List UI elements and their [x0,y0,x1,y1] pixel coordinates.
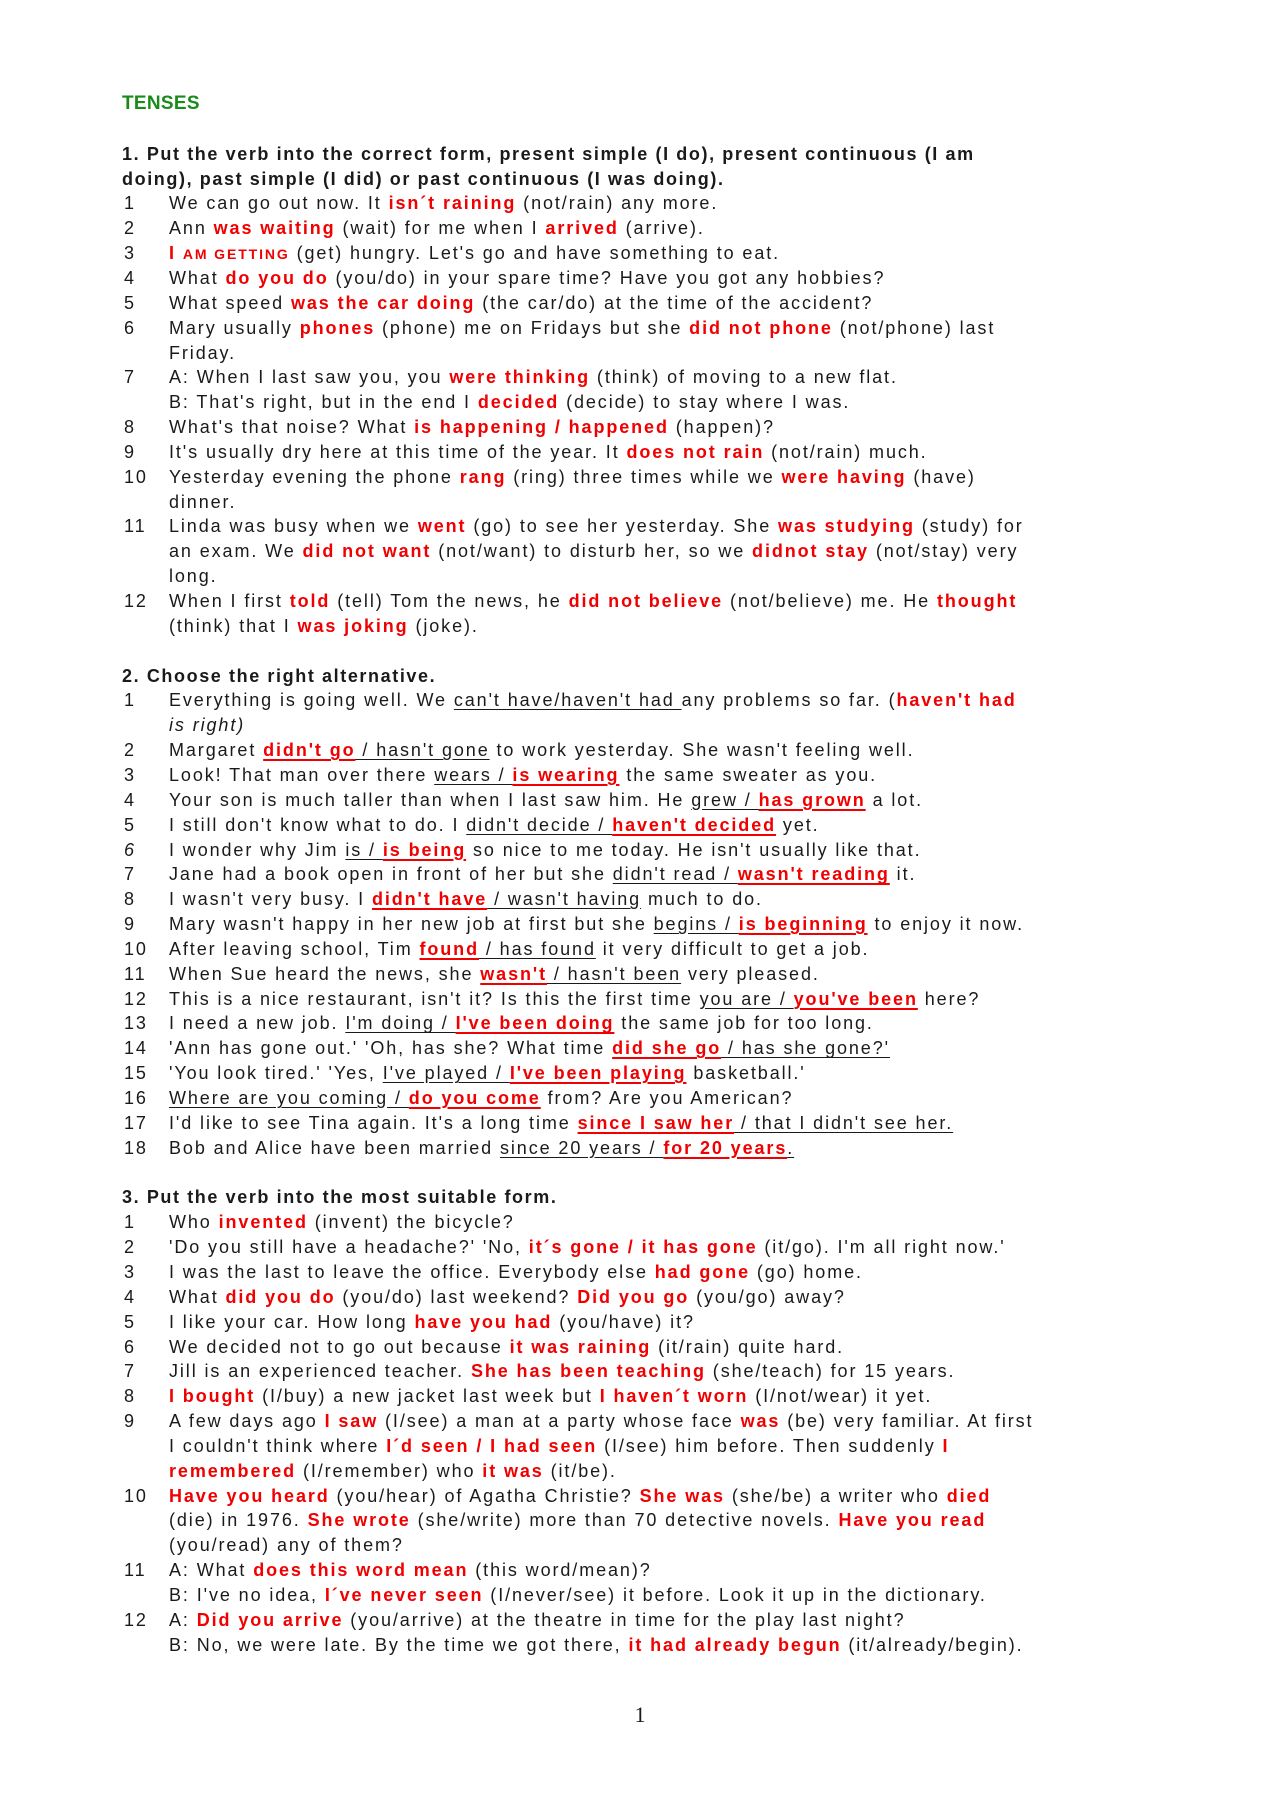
item-number: 11 [124,963,147,984]
alternative-underlined: I've played / [382,1063,510,1084]
text-segment: (joke). [408,615,479,636]
text-segment: (not/want) to disturb her, so we [431,541,753,562]
item-number: 13 [124,1013,148,1034]
answer-text: rang [459,466,507,487]
item-text [169,564,218,588]
text-segment: Jill is an experienced teacher. [169,1361,471,1382]
text-segment: (not/believe) me. He [723,591,937,611]
item-number: 1 [124,1212,136,1233]
text-segment: (it/rain) quite hard. [651,1336,845,1357]
alternative-underlined: can't have/haven't had [453,690,682,711]
answer-text: did not phone [689,317,833,338]
item-text [169,1359,955,1383]
text-segment: I like your car. How long [169,1311,415,1332]
text-segment: This is a nice restaurant, isn't it? Is this the first time [169,988,700,1009]
text-segment: (have) [906,466,976,487]
text-segment: When I first [169,591,290,611]
answer-text: it was [482,1460,544,1481]
item-number: 1 [124,690,136,711]
item-number: 1 [124,193,136,214]
text-segment: (she/teach) for 15 years. [705,1361,956,1382]
answer-underlined: is wearing [512,764,620,785]
answer-underlined: is being [382,839,467,860]
text-segment: (the car/do) at the time of the accident? [475,292,874,313]
note-italic: is right) [169,715,246,736]
item-text [169,887,763,911]
text-segment: I still don't know what to do. I [169,814,467,835]
answer-text: I [169,243,183,264]
answer-text: Did you arrive [196,1609,344,1630]
alternative-underlined: since 20 years / [499,1137,664,1158]
item-number: 4 [124,1286,136,1307]
answer-text: AM GETTING [182,246,290,263]
item-text [169,1508,986,1532]
text-segment: It's usually dry here at this time of the year. It [169,441,627,462]
text-segment: (I/buy) a new jacket last week but [255,1386,600,1407]
text-segment: Jane had a book open in front of her but she [169,864,613,885]
answer-text: phones [299,317,376,338]
alternative-underlined: begins / [653,914,739,935]
text-segment: Look! That man over there [169,764,435,785]
alternative-underlined: / wasn't having [487,889,642,910]
item-number: 12 [124,591,148,611]
text-segment: (this word/mean)? [468,1560,652,1581]
answer-underlined: I've been playing [509,1063,687,1084]
answer-text: was joking [297,615,409,636]
item-text [169,1558,652,1582]
item-text [169,813,820,837]
item-number: 2 [124,1237,136,1258]
item-text [169,341,236,365]
text-segment: (it/go). I'm all right now.' [757,1237,1006,1258]
item-text [169,1111,953,1135]
item-text [169,1260,863,1284]
text-segment: so nice to me today. He isn't usually like that. [466,839,922,860]
answer-text: arrived [545,218,619,239]
answer-text: was studying [778,516,915,537]
item-text [169,713,245,737]
item-text [169,1136,794,1160]
alternative-underlined: grew / [691,789,759,810]
item-number: 3 [124,1261,136,1282]
text-segment: (you/read) any of them? [169,1535,404,1556]
answer-text: I haven´t worn [599,1386,749,1407]
answer-text: She wrote [307,1510,411,1531]
answer-underlined: do you come [408,1088,541,1108]
item-text [169,1608,906,1632]
answer-underlined: didn't have [371,889,488,910]
item-text [169,1061,806,1085]
item-text [169,191,718,215]
item-text [169,838,921,862]
text-segment: (phone) me on Fridays but she [375,317,690,338]
item-text [169,266,885,290]
text-segment: a lot. [865,789,923,810]
alternative-underlined: / hasn't been [546,963,682,984]
alternative-underlined: / that I didn't see her. [734,1112,954,1133]
item-text [169,1533,404,1557]
answer-text: I saw [324,1411,379,1432]
item-number: 2 [124,740,136,761]
text-segment: (wait) for me when I [335,218,546,239]
text-segment: to work yesterday. She wasn't feeling well. [489,740,915,761]
text-segment: here? [917,988,981,1009]
item-number: 7 [124,864,136,885]
answer-text: it´s gone / it has gone [528,1237,758,1258]
text-segment: I was the last to leave the office. Everybody else [169,1261,655,1282]
answer-text: She was [639,1485,725,1506]
answer-text: does this word mean [253,1560,469,1581]
text-segment: (she/write) more than 70 detective novels. [410,1510,839,1531]
answer-underlined: for 20 years [663,1137,788,1158]
answer-underlined: didn't go [263,740,356,761]
text-segment: 'You look tired.' 'Yes, [169,1063,383,1084]
alternative-underlined: / hasn't gone [355,740,490,761]
text-segment: long. [169,566,218,587]
item-text [169,738,915,762]
item-text [169,365,898,389]
answer-underlined: since I saw her [577,1112,735,1133]
item-number: 8 [124,417,136,438]
alternative-underlined: didn't read / [612,864,738,885]
item-text [169,440,928,464]
item-number: 9 [124,1411,136,1432]
text-segment: B: No, we were late. By the time we got there, [169,1634,629,1655]
text-segment: an exam. We [169,541,303,562]
text-segment: (you/arrive) at the theatre in time for the play last night? [343,1609,906,1630]
exercise-heading: doing), past simple (I did) or past continuous (I was doing). [122,168,725,189]
text-segment: (think) that I [169,615,298,636]
alternative-underlined: / has she gone?' [721,1038,890,1059]
alternative-underlined: is / [345,839,383,860]
item-text [169,1335,844,1359]
text-segment: (not/stay) very [868,541,1019,562]
item-text [169,1235,1006,1259]
text-segment: Your son is much taller than when I last saw him. He [169,789,692,810]
item-number: 18 [124,1137,148,1158]
alternative-underlined: Where are you coming / [169,1088,409,1108]
text-segment: Everything is going well. We [169,690,454,711]
answer-text: had gone [654,1261,750,1282]
answer-text: have you had [414,1311,553,1332]
alternative-underlined: / has found [478,938,596,959]
text-segment: (die) in 1976. [169,1510,308,1531]
text-segment: (she/be) a writer who [724,1485,947,1506]
item-number: 11 [124,516,147,537]
text-segment: What speed [169,292,291,313]
answer-underlined: wasn't [480,963,547,984]
text-segment: to enjoy it now. [867,914,1024,935]
text-segment: it very difficult to get a job. [595,938,870,959]
answer-text: was waiting [213,218,336,239]
answer-underlined: has grown [758,789,866,810]
answer-text: were thinking [449,367,591,388]
item-text [169,1210,515,1234]
answer-text: I´d seen / I had seen [386,1435,598,1456]
alternative-underlined: I'm doing / [345,1013,456,1034]
answer-text: remembered [169,1460,297,1481]
answer-text: She has been teaching [470,1361,706,1382]
text-segment: A: [169,1609,197,1630]
exercise-heading: 2. Choose the right alternative. [122,665,437,686]
text-segment: Linda was busy when we [169,516,418,537]
item-number: 8 [124,889,136,910]
text-segment: What's that noise? What [169,417,415,438]
exercise-heading: 3. Put the verb into the most suitable form. [122,1187,558,1208]
text-segment: (ring) three times while we [506,466,782,487]
item-number: 3 [124,764,136,785]
item-text [169,539,1018,563]
answer-text: it was raining [509,1336,652,1357]
item-text [169,614,479,638]
item-number: 15 [124,1063,148,1084]
answer-text: did you do [225,1286,336,1307]
text-segment: Friday. [169,342,236,363]
text-segment: B: I've no idea, [169,1585,325,1605]
item-text [169,415,775,439]
answer-text: I´ve never seen [324,1585,484,1605]
item-text [169,1310,695,1334]
item-number: 7 [124,1361,136,1382]
item-text [169,490,236,514]
page-title: TENSES [122,93,200,114]
text-segment: (happen)? [668,417,775,438]
item-text [169,962,820,986]
answer-text: went [417,516,467,537]
text-segment: (I/not/wear) it yet. [748,1386,933,1407]
answer-text: did not believe [568,591,724,611]
text-segment: Who [169,1212,219,1233]
item-number: 3 [124,243,136,264]
item-text [169,241,780,266]
text-segment: When Sue heard the news, she [169,963,481,984]
text-segment: yet. [776,814,820,835]
text-segment: What [169,1286,226,1307]
item-number: 4 [124,267,136,288]
item-text [169,316,995,340]
text-segment: (I/see) a man at a party whose face [378,1411,741,1432]
answer-text: it had already begun [628,1634,842,1655]
item-number: 5 [124,1311,136,1332]
answer-text: died [946,1485,992,1506]
page-number: 1 [634,1702,646,1727]
text-segment: very pleased. [681,963,820,984]
text-segment: Yesterday evening the phone [169,466,460,487]
item-text [169,465,976,489]
item-text [169,589,1017,613]
answer-text: do you do [225,267,329,288]
answer-underlined: haven't decided [612,814,777,835]
item-text [169,1459,617,1483]
text-segment: (you/have) it? [552,1311,695,1332]
text-segment: (go) to see her yesterday. She [466,516,779,537]
item-text [169,1434,949,1458]
item-number: 9 [124,441,136,462]
answer-text: haven't had [896,690,1017,711]
item-number: 6 [124,1336,136,1357]
text-segment: I wasn't very busy. I [169,889,372,910]
item-number: 10 [124,938,148,959]
text-segment: (you/go) away? [689,1286,846,1307]
item-number: 12 [124,1609,148,1630]
item-text [169,1036,890,1060]
item-text [169,862,916,886]
text-segment: (it/be). [543,1460,617,1481]
text-segment: from? Are you American? [540,1088,794,1108]
item-number: 9 [124,914,136,935]
text-segment: (get) hungry. Let's go and have something to eat. [289,243,781,264]
item-number: 11 [124,1560,147,1581]
answer-text: I [942,1435,950,1456]
text-segment: (I/see) him before. Then suddenly [597,1435,943,1456]
item-text [169,1086,793,1110]
item-text [169,216,705,240]
item-number: 5 [124,292,136,313]
item-text [169,763,877,787]
text-segment: (you/hear) of Agatha Christie? [329,1485,640,1506]
answer-text: thought [936,591,1018,611]
text-segment: (decide) to stay where I was. [559,392,851,413]
text-segment: (not/phone) last [832,317,996,338]
alternative-underlined: didn't decide / [466,814,613,835]
item-number: 2 [124,218,136,239]
answer-underlined: wasn't reading [737,864,890,885]
text-segment: the same job for too long. [614,1013,874,1034]
alternative-underlined: you are / [699,988,794,1009]
answer-text: is happening / happened [414,417,669,438]
text-segment: I wonder why Jim [169,839,346,860]
answer-text: invented [218,1212,308,1233]
text-segment: it. [889,864,917,885]
answer-text: told [289,591,331,611]
item-text [169,1583,987,1607]
text-segment: (tell) Tom the news, he [330,591,569,611]
text-segment: What [169,267,226,288]
answer-underlined: I've been doing [455,1013,615,1034]
alternative-underlined: wears / [434,764,513,785]
text-segment: I couldn't think where [169,1435,387,1456]
item-number: 14 [124,1038,148,1059]
answer-text: was [740,1411,781,1432]
text-segment: 'Ann has gone out.' 'Oh, has she? What time [169,1038,613,1059]
answer-text: isn´t raining [388,193,517,214]
text-segment: B: That's right, but in the end I [169,392,478,413]
text-segment: After leaving school, Tim [169,938,420,959]
item-number: 12 [124,988,148,1009]
item-number: 5 [124,814,136,835]
text-segment: We decided not to go out because [169,1336,510,1357]
item-number: 16 [124,1088,148,1108]
answer-text: did not want [302,541,432,562]
answer-text: Have you heard [169,1485,330,1506]
text-segment: (think) of moving to a new flat. [590,367,898,388]
alternative-underlined: . [787,1137,795,1158]
item-number: 10 [124,1485,148,1506]
item-text [169,514,1024,538]
text-segment: dinner. [169,491,237,512]
item-text [169,291,873,315]
text-segment: (not/rain) much. [764,441,928,462]
item-text [169,390,850,414]
item-text [169,1011,874,1035]
text-segment: Mary wasn't happy in her new job at first but she [169,914,654,935]
item-number: 7 [124,367,136,388]
answer-underlined: did she go [612,1038,722,1059]
text-segment: (invent) the bicycle? [307,1212,515,1233]
item-number: 17 [124,1112,148,1133]
text-segment: (you/do) in your spare time? Have you got any hobbies? [328,267,886,288]
item-text [169,937,869,961]
text-segment: Mary usually [169,317,300,338]
item-text [169,912,1024,936]
text-segment: the same sweater as you. [619,764,878,785]
text-segment: A: What [169,1560,254,1581]
answer-text: was the car doing [290,292,476,313]
item-number: 4 [124,789,136,810]
item-text [169,788,923,812]
text-segment: (I/never/see) it before. Look it up in the dictionary. [483,1585,987,1605]
answer-text: Have you read [838,1510,987,1531]
text-segment: Bob and Alice have been married [169,1137,500,1158]
text-segment: (you/do) last weekend? [335,1286,578,1307]
item-text [169,1384,932,1408]
text-segment: any problems so far. ( [681,690,897,711]
text-segment: (arrive). [618,218,705,239]
text-segment: I need a new job. [169,1013,346,1034]
item-number: 6 [124,839,136,860]
text-segment: Margaret [169,740,264,761]
answer-underlined: is beginning [738,914,868,935]
text-segment: We can go out now. It [169,193,389,214]
answer-text: were having [781,466,907,487]
text-segment: I'd like to see Tina again. It's a long time [169,1112,578,1133]
item-text [169,1409,1033,1433]
text-segment: (study) for [914,516,1024,537]
answer-text: didnot stay [752,541,869,562]
text-segment: much to do. [641,889,763,910]
text-segment: (I/remember) who [296,1460,483,1481]
text-segment: (not/rain) any more. [516,193,719,214]
item-text [169,1633,1024,1657]
item-number: 6 [124,317,136,338]
answer-text: I bought [169,1386,256,1407]
item-text [169,1285,846,1309]
item-number: 10 [124,466,148,487]
item-text [169,688,1017,712]
item-text [169,1484,991,1508]
text-segment: A few days ago [169,1411,325,1432]
text-segment: (be) very familiar. At first [780,1411,1034,1432]
text-segment: (go) home. [749,1261,863,1282]
answer-text: does not rain [626,441,765,462]
text-segment: A: When I last saw you, you [169,367,450,388]
text-segment: 'Do you still have a headache?' 'No, [169,1237,529,1258]
answer-text: Did you go [577,1286,690,1307]
exercise-heading: 1. Put the verb into the correct form, present simple (I do), present continuous (I am [122,143,975,164]
answer-text: decided [477,392,560,413]
answer-underlined: found [419,938,479,959]
item-text [169,987,980,1011]
text-segment: (it/already/begin). [841,1634,1024,1655]
answer-underlined: you've been [793,988,918,1009]
item-number: 8 [124,1386,136,1407]
text-segment: Ann [169,218,214,239]
text-segment: basketball.' [686,1063,806,1084]
